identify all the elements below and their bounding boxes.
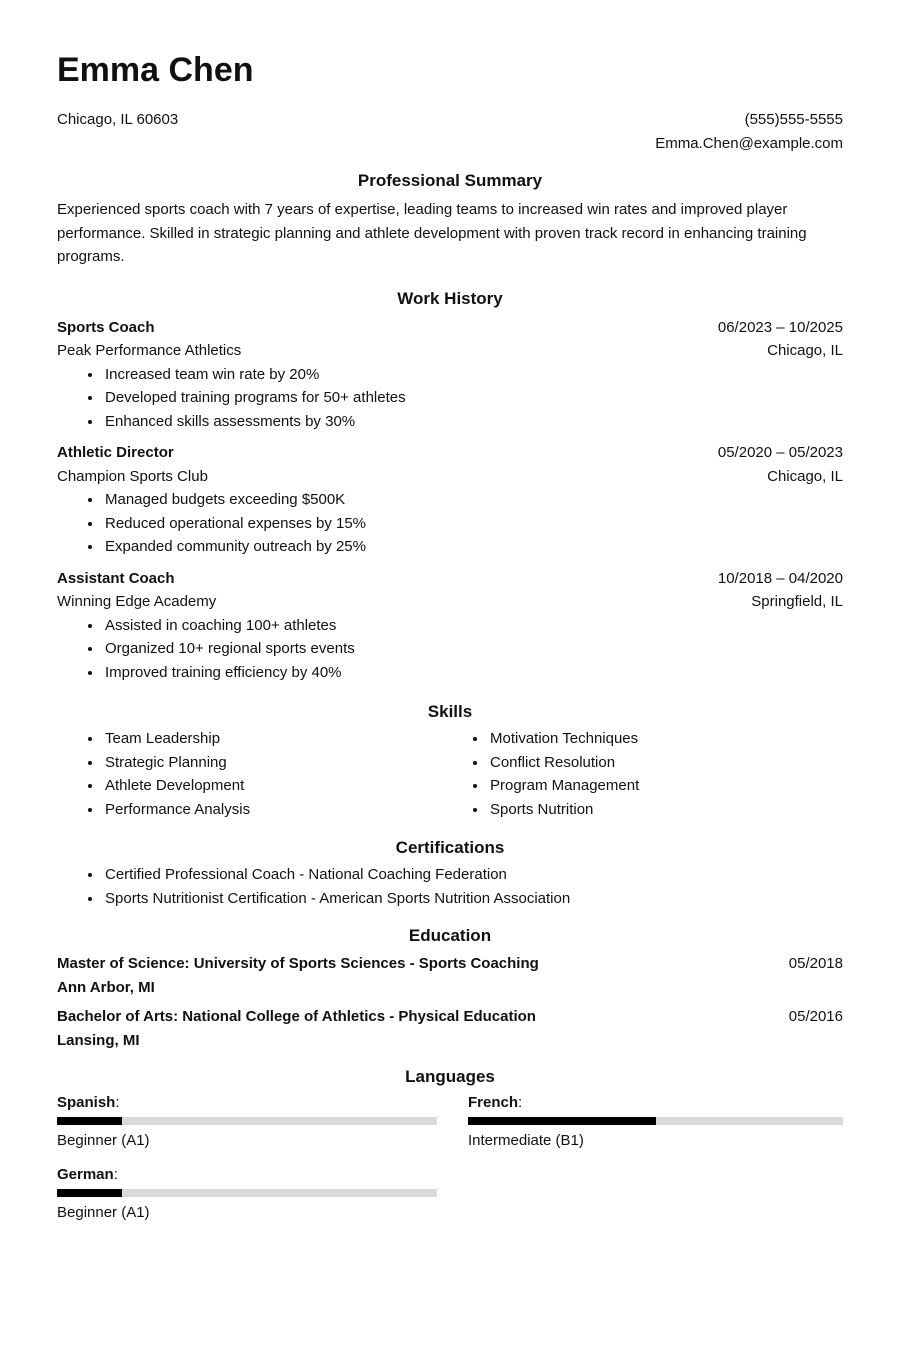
skill-item: • Strategic Planning (103, 751, 442, 775)
section-title-skills: Skills (427, 702, 473, 721)
language-entry (468, 1092, 843, 1153)
language-level-bar (57, 1117, 437, 1125)
language-level-bar (57, 1189, 437, 1197)
degree-date: 05/2016 (788, 1008, 843, 1025)
job-location: Chicago, IL (767, 342, 843, 359)
certification-item: • Sports Nutritionist Certification - American Sports Nutrition Association (103, 887, 843, 911)
job-bullet: • Developed training programs for 50+ athletes (103, 386, 843, 410)
degree-title: Master of Science: University of Sports Sciences - Sports Coaching (57, 955, 539, 972)
language-label (468, 1092, 843, 1114)
job-employer: Champion Sports Club (57, 467, 208, 485)
job-title: Athletic Director (57, 444, 174, 461)
language-name: French (468, 1094, 519, 1111)
skill-item: • Motivation Techniques (488, 727, 843, 751)
job-dates: 05/2020 – 05/2023 (717, 444, 843, 461)
language-name: German (57, 1165, 114, 1183)
job-employer: Winning Edge Academy (57, 593, 217, 610)
summary-text: Experienced sports coach with 7 years of expertise, leading teams to increased win rates and improved player performance. Skilled in strategic planning and athlete development with proven track record in enhancing training programs. (57, 201, 807, 265)
skills-grid (57, 727, 843, 821)
job-entry (57, 441, 843, 559)
language-colon: : (113, 1165, 118, 1183)
job-bullet: • Enhanced skills assessments by 30% (103, 410, 843, 434)
degree-entry (57, 1005, 843, 1052)
certification-item: • Certified Professional Coach - National Coaching Federation (103, 863, 843, 887)
language-colon: : (115, 1094, 120, 1111)
contact-row (57, 108, 843, 155)
job-title: Sports Coach (57, 318, 155, 336)
job-bullet: • Expanded community outreach by 25% (103, 535, 843, 559)
degree-title: Bachelor of Arts: National College of Athletics - Physical Education (57, 1008, 536, 1025)
job-dates: 10/2018 – 04/2020 (717, 569, 843, 587)
job-bullet-list (57, 363, 843, 434)
job-bullet: • Reduced operational expenses by 15% (103, 512, 843, 536)
job-bullet: • Organized 10+ regional sports events (103, 637, 843, 661)
candidate-location: Chicago, IL 60603 (57, 111, 179, 128)
section-title-summary: Professional Summary (357, 171, 543, 190)
language-level: Beginner (A1) (57, 1203, 150, 1221)
language-label (57, 1092, 437, 1114)
job-bullet-list (57, 614, 843, 685)
language-colon: : (518, 1094, 523, 1111)
candidate-name: Emma Chen (57, 51, 254, 89)
skills-column-right (442, 727, 843, 821)
language-level: Intermediate (B1) (468, 1132, 584, 1149)
degree-city: Lansing, MI (57, 1031, 140, 1049)
job-title: Assistant Coach (57, 569, 175, 587)
language-level-bar-fill (57, 1117, 122, 1125)
section-title-certifications: Certifications (395, 838, 505, 857)
language-level: Beginner (A1) (57, 1132, 150, 1149)
skills-column-left (57, 727, 442, 821)
language-name: Spanish (57, 1094, 116, 1111)
candidate-email: Emma.Chen@example.com (655, 134, 843, 152)
job-location: Chicago, IL (767, 467, 843, 485)
languages-grid (57, 1092, 843, 1224)
language-entry (57, 1164, 437, 1225)
job-bullet-list (57, 488, 843, 559)
skill-item: • Performance Analysis (103, 798, 442, 822)
job-employer: Peak Performance Athletics (57, 342, 242, 359)
language-level-bar-fill (57, 1189, 122, 1197)
degree-entry (57, 952, 843, 999)
degree-date: 05/2018 (788, 955, 843, 972)
job-bullet: • Assisted in coaching 100+ athletes (103, 614, 843, 638)
skill-item: • Conflict Resolution (488, 751, 843, 775)
job-dates: 06/2023 – 10/2025 (717, 318, 843, 336)
job-location: Springfield, IL (751, 593, 843, 610)
section-title-work-history: Work History (397, 288, 503, 308)
section-title-education: Education (408, 926, 492, 945)
language-label (57, 1164, 437, 1186)
degree-city: Ann Arbor, MI (57, 978, 155, 996)
skill-item: • Team Leadership (103, 727, 442, 751)
job-entry (57, 567, 843, 685)
language-level-bar-fill (468, 1117, 656, 1125)
job-entry (57, 316, 843, 434)
job-bullet: • Managed budgets exceeding $500K (103, 488, 843, 512)
candidate-phone: (555)555-5555 (744, 111, 843, 128)
job-bullet: • Increased team win rate by 20% (103, 363, 843, 387)
skill-item: • Sports Nutrition (488, 798, 843, 822)
certification-list (57, 863, 843, 910)
language-level-bar (468, 1117, 843, 1125)
job-bullet: • Improved training efficiency by 40% (103, 661, 843, 685)
section-title-languages: Languages (405, 1067, 495, 1086)
skill-item: • Program Management (488, 774, 843, 798)
language-entry (57, 1092, 437, 1153)
contact-details (655, 108, 843, 155)
skill-item: • Athlete Development (103, 774, 442, 798)
